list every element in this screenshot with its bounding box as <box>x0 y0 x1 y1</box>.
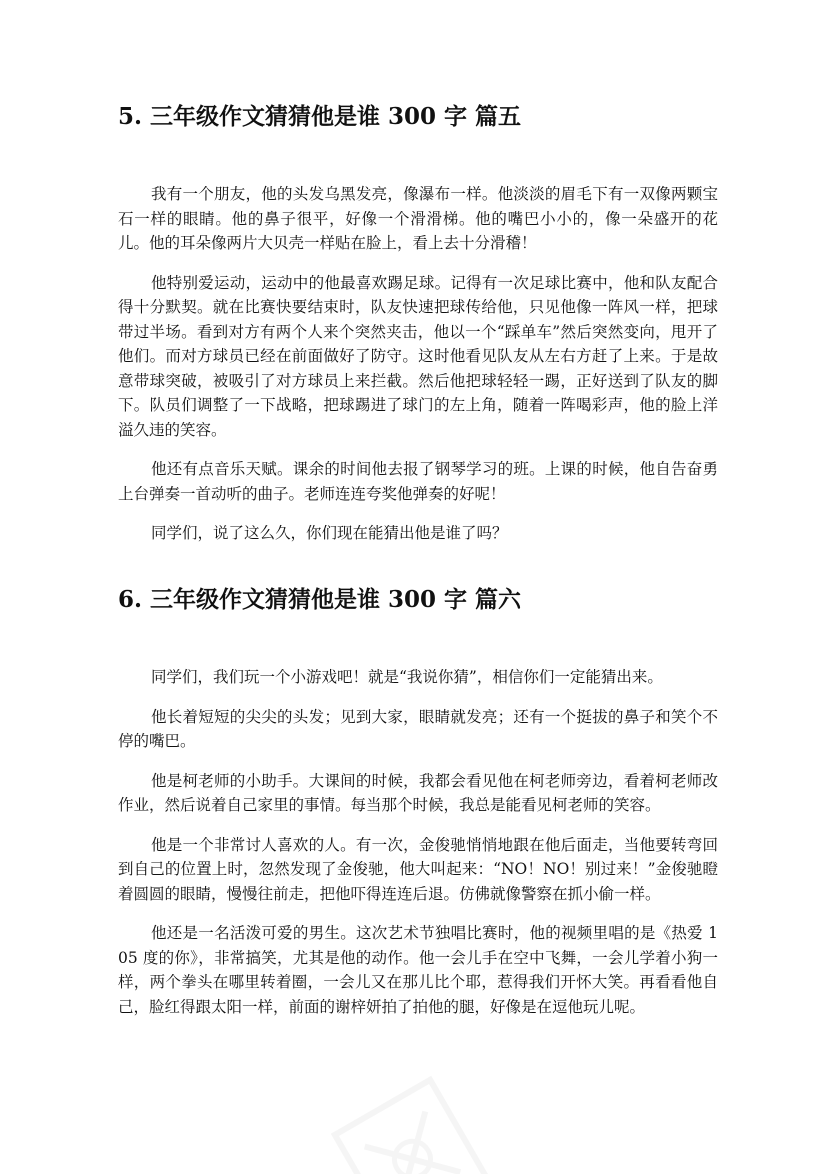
paragraph: 他是柯老师的小助手。大课间的时候，我都会看见他在柯老师旁边，看着柯老师改作业，然后说着自己家里的事情。每当那个时候，我总是能看见柯老师的笑容。 <box>118 771 718 814</box>
paragraph: 同学们，我们玩一个小游戏吧！就是“我说你猜”，相信你们一定能猜出来。 <box>151 668 663 686</box>
paragraph: 他还有点音乐天赋。课余的时间他去报了钢琴学习的班。上课的时候，他自告奋勇上台弹奏一首动听的曲子。老师连连夸奖他弹奏的好呢！ <box>118 460 718 503</box>
watermark-icon <box>308 1053 513 1174</box>
paragraph: 他还是一名活泼可爱的男生。这次艺术节独唱比赛时，他的视频里唱的是《热爱 105 度的你》，非常搞笑，尤其是他的动作。他一会儿手在空中飞舞，一会儿学着小狗一样，两个拳头在哪里转着圈，一会儿又在那儿比个耶，惹得我们开怀大笑。再看看他自己，脸红得跟太阳一样，前面的谢梓妍拍了拍他的腿，好像是在逗他玩儿呢。 <box>118 924 718 1016</box>
section-heading: 6. 三年级作文猜猜他是谁 300 字 篇六 <box>118 586 522 613</box>
section-heading: 5. 三年级作文猜猜他是谁 300 字 篇五 <box>118 103 522 130</box>
essay-section-6 <box>118 583 718 1034</box>
paragraph: 他是一个非常讨人喜欢的人。有一次，金俊驰悄悄地跟在他后面走，当他要转弯回到自己的位置上时，忽然发现了金俊驰，他大叫起来：“NO！NO！别过来！”金俊驰瞪着圆圆的眼睛，慢慢往前走，把他吓得连连后退。仿佛就像警察在抓小偷一样。 <box>118 835 718 903</box>
paragraph: 我有一个朋友，他的头发乌黑发亮，像瀑布一样。他淡淡的眉毛下有一双像两颗宝石一样的眼睛。他的鼻子很平，好像一个滑滑梯。他的嘴巴小小的，像一朵盛开的花儿。他的耳朵像两片大贝壳一样贴在脸上，看上去十分滑稽！ <box>118 185 718 252</box>
paragraph: 他长着短短的尖尖的头发；见到大家，眼睛就发亮；还有一个挺拔的鼻子和笑个不停的嘴巴。 <box>118 707 718 750</box>
section-body <box>118 665 718 1019</box>
paragraph: 他特别爱运动，运动中的他最喜欢踢足球。记得有一次足球比赛中，他和队友配合得十分默契。就在比赛快要结束时，队友快速把球传给他，只见他像一阵风一样，把球带过半场。看到对方有两个人来个突然夹击，他以一个“踩单车”然后突然变向，甩开了他们。而对方球员已经在前面做好了防守。这时他看见队友从左右方赶了上来。于是故意带球突破，被吸引了对方球员上来拦截。然后他把球轻轻一踢，正好送到了队友的脚下。队员们调整了一下战略，把球踢进了球门的左上角，随着一阵喝彩声，他的脸上洋溢久违的笑容。 <box>118 273 718 439</box>
essay-section-5 <box>118 100 718 561</box>
paragraph: 同学们，说了这么久，你们现在能猜出他是谁了吗？ <box>151 524 508 542</box>
section-body <box>118 182 718 546</box>
